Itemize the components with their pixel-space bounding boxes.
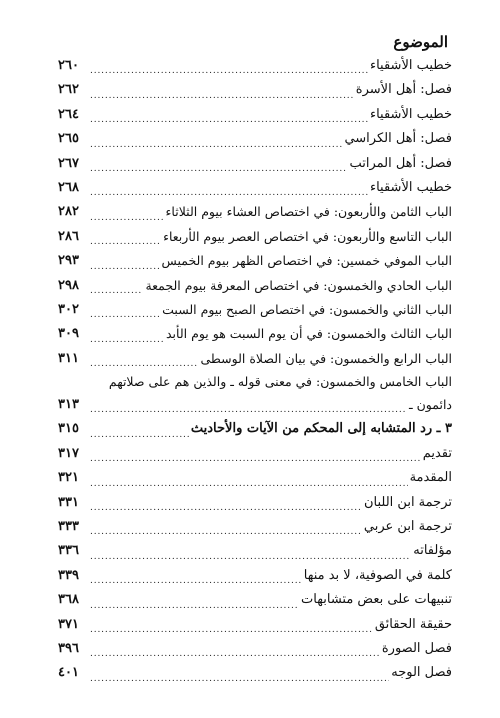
toc-entry-page: ٣١٣ <box>58 397 79 413</box>
toc-entry-title: الباب التاسع والأربعون: في اختصاص العصر بيوم الأربعاء <box>163 228 452 244</box>
toc-entry <box>58 466 452 490</box>
toc-entry <box>58 442 452 466</box>
leader-dots <box>90 515 362 539</box>
toc-entry-title: الباب الموفي خمسين: في اختصاص الظهر بيوم الخميس <box>161 253 452 269</box>
leader-dots <box>90 491 362 515</box>
toc-entry <box>58 347 452 371</box>
toc-entry-page: ٢٨٦ <box>58 228 79 244</box>
toc-entry-page: ٣٠٢ <box>58 301 79 317</box>
toc-entry-title: مؤلفاته <box>413 543 452 559</box>
leader-dots <box>90 176 368 200</box>
leader-dots <box>90 249 160 273</box>
toc-entry-title: فصل الوجه <box>391 665 452 681</box>
toc-entry-title: ترجمة ابن عربي <box>363 519 452 535</box>
toc-entry-page: ٣٣٣ <box>58 519 79 535</box>
toc-entry-title: فصل: أهل الأسرة <box>355 82 452 98</box>
toc-entry-title: حقيقة الحقائق <box>374 616 452 632</box>
toc-entry-page: ٢٦٨ <box>58 179 79 195</box>
toc-entry <box>58 661 452 685</box>
toc-entry-title: فصل: أهل الكراسي <box>344 131 452 147</box>
toc-entry-title: فصل: أهل المراتب <box>349 155 452 171</box>
toc-entry-title: تنبيهات على بعض متشابهات <box>301 592 452 608</box>
leader-dots <box>90 78 354 102</box>
toc-entry <box>58 249 452 273</box>
toc-entry <box>58 274 452 298</box>
toc-entry <box>58 322 452 346</box>
toc-entry-title: خطيب الأشقياء <box>369 106 452 122</box>
toc-entry-page: ٣٧١ <box>58 616 79 632</box>
toc-entry-page: ٢٦٢ <box>58 82 79 98</box>
toc-entry-page: ٣٢١ <box>58 470 79 486</box>
toc-entry-page: ٣٣٦ <box>58 543 79 559</box>
toc-list <box>58 54 452 686</box>
leader-dots <box>90 298 160 322</box>
leader-dots <box>90 393 407 417</box>
toc-entry-page: ٣١٥ <box>58 421 79 437</box>
toc-entry-title: الباب الحادي والخمسون: في اختصاص المعرفة بيوم الجمعة <box>145 277 452 293</box>
toc-entry <box>58 371 452 393</box>
toc-entry <box>58 225 452 249</box>
toc-entry-title: تقديم <box>422 445 452 461</box>
toc-entry-title: الباب الثامن والأربعون: في اختصاص العشاء بيوم الثلاثاء <box>165 204 452 220</box>
leader-dots <box>90 322 164 346</box>
toc-entry-title: الباب الخامس والخمسون: في معنى قوله ـ والذين هم على صلاتهم <box>108 374 452 390</box>
toc-entry-page: ٣٦٨ <box>58 592 79 608</box>
leader-dots <box>90 225 161 249</box>
toc-entry-title: فصل الصورة <box>381 640 452 656</box>
leader-dots <box>90 539 411 563</box>
toc-entry <box>58 564 452 588</box>
toc-entry-page: ٣٣١ <box>58 494 79 510</box>
leader-dots <box>90 152 347 176</box>
toc-entry-title: خطيب الأشقياء <box>369 57 452 73</box>
leader-dots <box>90 127 342 151</box>
toc-entry-title: كلمة في الصوفية، لا بد منها <box>303 567 452 583</box>
toc-entry-title: ٣ ـ رد المتشابه إلى المحكم من الآيات والأحاديث <box>190 421 452 437</box>
leader-dots <box>90 564 302 588</box>
toc-entry <box>58 176 452 200</box>
leader-dots <box>90 637 380 661</box>
leader-dots <box>90 613 373 637</box>
toc-entry-title: الباب الرابع والخمسون: في بيان الصلاة الوسطى <box>200 350 452 366</box>
leader-dots <box>90 466 408 490</box>
toc-entry <box>58 491 452 515</box>
toc-entry <box>58 152 452 176</box>
leader-dots <box>90 54 368 78</box>
toc-entry <box>58 588 452 612</box>
toc-entry-page: ٢٩٨ <box>58 277 79 293</box>
toc-entry-page: ٢٦٧ <box>58 155 79 171</box>
toc-entry <box>58 515 452 539</box>
toc-entry <box>58 54 452 78</box>
toc-entry-title: الباب الثاني والخمسون: في اختصاص الصبح بيوم السبت <box>162 301 452 317</box>
toc-entry <box>58 200 452 224</box>
toc-entry-title: دائمون ـ <box>408 397 452 413</box>
toc-entry <box>58 298 452 322</box>
toc-entry-page: ٢٦٥ <box>58 131 79 147</box>
toc-entry-page: ٣١٧ <box>58 445 79 461</box>
leader-dots <box>90 274 143 298</box>
toc-entry-page: ٣٩٦ <box>58 640 79 656</box>
leader-dots <box>90 417 189 441</box>
leader-dots <box>90 661 389 685</box>
leader-dots <box>90 200 164 224</box>
toc-entry-page: ٢٦٠ <box>58 57 79 73</box>
toc-entry-title: ترجمة ابن اللبان <box>363 494 452 510</box>
toc-entry <box>58 127 452 151</box>
toc-entry <box>58 637 452 661</box>
toc-entry <box>58 393 452 417</box>
leader-dots <box>90 588 299 612</box>
toc-section-entry <box>58 417 452 441</box>
toc-entry <box>58 78 452 102</box>
toc-entry <box>58 613 452 637</box>
toc-entry-title: المقدمة <box>409 470 452 486</box>
toc-entry-page: ٣١١ <box>58 350 79 366</box>
toc-heading: الموضوع <box>393 33 448 51</box>
leader-dots <box>90 103 368 127</box>
toc-entry-page: ٢٩٣ <box>58 253 79 269</box>
toc-page <box>58 30 452 686</box>
toc-entry-page: ٣٠٩ <box>58 326 79 342</box>
toc-entry-page: ٣٣٩ <box>58 567 79 583</box>
toc-entry <box>58 103 452 127</box>
toc-entry-page: ٢٨٢ <box>58 204 79 220</box>
toc-entry-page: ٢٦٤ <box>58 106 79 122</box>
leader-dots <box>90 347 198 371</box>
toc-entry-title: خطيب الأشقياء <box>369 179 452 195</box>
toc-entry <box>58 539 452 563</box>
leader-dots <box>90 442 421 466</box>
toc-entry-title: الباب الثالث والخمسون: في أن يوم السبت هو يوم الأبد <box>165 326 452 342</box>
toc-entry-page: ٤٠١ <box>58 665 79 681</box>
